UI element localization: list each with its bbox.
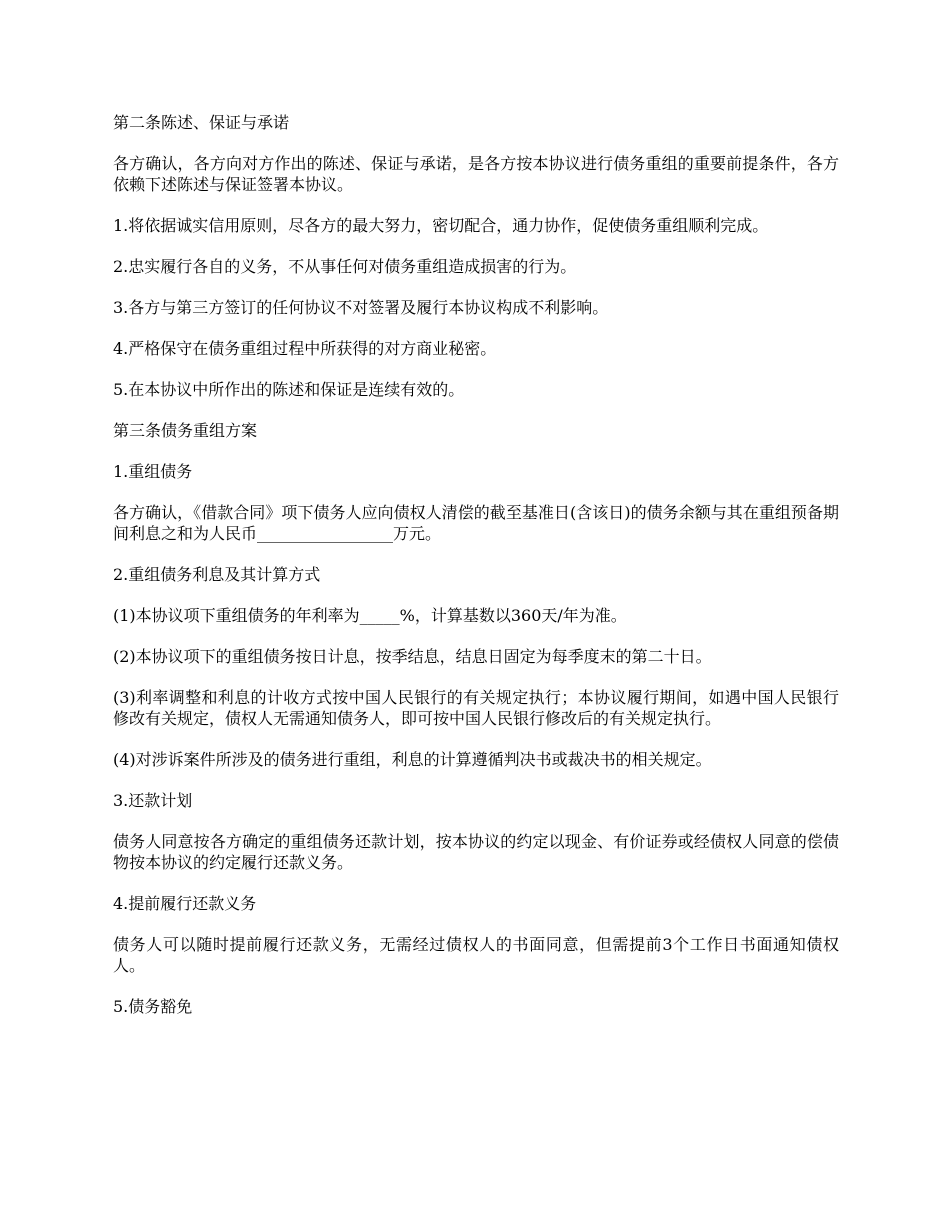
- article-2-intro: 各方确认，各方向对方作出的陈述、保证与承诺，是各方按本协议进行债务重组的重要前提条件，各方依赖下述陈述与保证签署本协议。: [113, 154, 839, 194]
- article-2-item-1: 1.将依据诚实信用原则，尽各方的最大努力，密切配合，通力协作，促使债务重组顺利完成。: [113, 216, 769, 235]
- section-repayment-plan-body: 债务人同意按各方确定的重组债务还款计划，按本协议的约定以现金、有价证券或经债权人同意的偿债物按本协议的约定履行还款义务。: [113, 832, 839, 872]
- section-restructured-debt-body: 各方确认，《借款合同》项下债务人应向债权人清偿的截至基准日(含该日)的债务余额与其在重组预备期间利息之和为人民币_________________万元。: [113, 503, 839, 543]
- article-2-item-2: 2.忠实履行各自的义务，不从事任何对债务重组造成损害的行为。: [113, 257, 577, 276]
- section-restructured-debt-heading: 1.重组债务: [113, 462, 193, 481]
- section-repayment-plan-heading: 3.还款计划: [113, 791, 193, 810]
- section-debt-waiver-heading: 5.债务豁免: [113, 997, 193, 1016]
- article-3-heading: 第三条债务重组方案: [113, 421, 258, 440]
- interest-item-2: (2)本协议项下的重组债务按日计息，按季结息，结息日固定为每季度末的第二十日。: [113, 647, 712, 666]
- section-interest-heading: 2.重组债务利息及其计算方式: [113, 565, 321, 584]
- document-page: [113, 112, 839, 1037]
- interest-item-3: (3)利率调整和利息的计收方式按中国人民银行的有关规定执行；本协议履行期间，如遇中国人民银行修改有关规定，债权人无需通知债务人，即可按中国人民银行修改后的有关规定执行。: [113, 688, 839, 728]
- section-early-repayment-body: 债务人可以随时提前履行还款义务，无需经过债权人的书面同意，但需提前3个工作日书面通知债权人。: [113, 935, 839, 975]
- article-2-item-3: 3.各方与第三方签订的任何协议不对签署及履行本协议构成不利影响。: [113, 298, 609, 317]
- interest-item-4: (4)对涉诉案件所涉及的债务进行重组，利息的计算遵循判决书或裁决书的相关规定。: [113, 750, 712, 769]
- interest-item-1: (1)本协议项下重组债务的年利率为_____%，计算基数以360天/年为准。: [113, 606, 627, 625]
- article-2-item-5: 5.在本协议中所作出的陈述和保证是连续有效的。: [113, 380, 465, 399]
- article-2-heading: 第二条陈述、保证与承诺: [113, 113, 290, 132]
- section-early-repayment-heading: 4.提前履行还款义务: [113, 894, 257, 913]
- article-2-item-4: 4.严格保守在债务重组过程中所获得的对方商业秘密。: [113, 339, 497, 358]
